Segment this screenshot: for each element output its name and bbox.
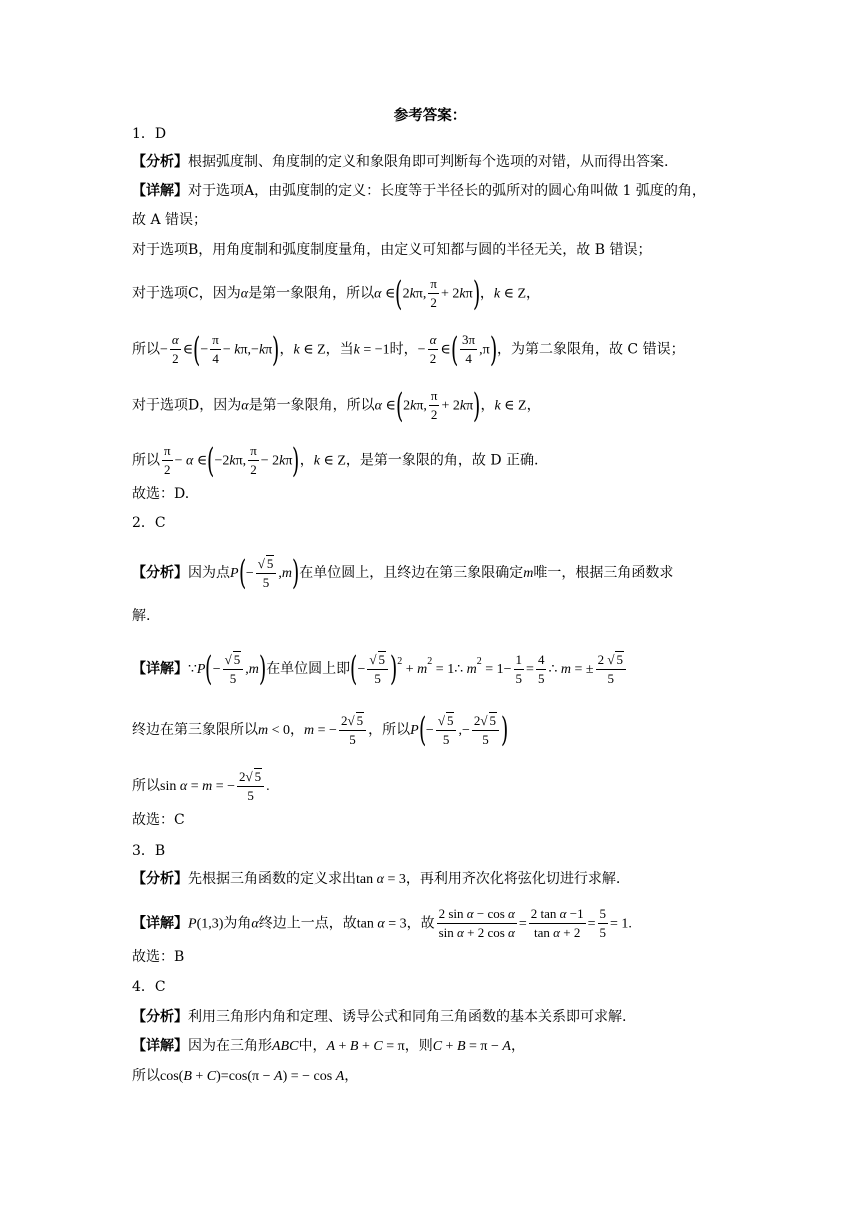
q3-analysis: 【分析】先根据三角函数的定义求出tan α = 3，再利用齐次化将弦化切进行求解.	[132, 871, 621, 887]
q4-detail-line-2: 所以cos(B + C)=cos(π − A) = − cos A，	[132, 1068, 359, 1084]
q3-pick: 故选：B	[132, 949, 185, 965]
q1-detail-line-1: 【详解】对于选项A，由弧度制的定义：长度等于半径长的弧所对的圆心角叫做 1 弧度的角，	[132, 183, 706, 199]
q1-detail-line-3: 对于选项B，用角度制和弧度制度量角，由定义可知都与圆的半径无关，故 B 错误；	[132, 242, 652, 258]
q2-sin-result: 所以sin α = m = − $\frac{2√ 5}{5}$ .	[132, 769, 270, 803]
q2-analysis: 【分析】因为点P(− $\frac{√ 5}{5}$ ,m)在单位圆上，且终边在第三象限确定m唯一，根据三角函数求	[132, 553, 674, 593]
q2-detail: 【详解】∵P(− $\frac{√ 5}{5}$ ,m)在单位圆上即(− $\frac{√ 5}{5}$ )$^2 + m^2$ = 1∴ $m^2 = 1-$ $\frac{1}{5}$ = $\frac{4}{5}$ ∴ m = ± $\frac{2 √ 5}{5}$	[132, 651, 628, 687]
q2-analysis-line-2: 解.	[132, 608, 151, 624]
q1-option-d-result: 所以 $\frac{\pi}{2}$ − α ∈(−2kπ, $\frac{\pi}{2}$ − 2kπ)，k ∈ Z，是第一象限的角，故 D 正确.	[132, 440, 539, 481]
q1-detail-line-2: 故 A 错误；	[132, 212, 208, 228]
q2-third-quadrant: 终边在第三象限所以m < 0，m = − $\frac{2√ 5}{5}$ ，所以P(− $\frac{√ 5}{5}$ ,− $\frac{2√ 5}{5}$ )	[132, 710, 509, 750]
page-title: 参考答案：	[393, 107, 467, 124]
q2-pick: 故选：C	[132, 812, 185, 828]
q3-detail: 【详解】P(1,3)为角α终边上一点，故tan α = 3，故 $\frac{\text{2 sin α − cos α}}{\text{sin α + 2 cos α}}$ = $\frac{\text{2 tan α −1}}{\text{tan α + 2}}$ = $\frac{5}{5}$ = 1.	[132, 906, 632, 940]
q1-analysis: 【分析】根据弧度制、角度制的定义和象限角即可判断每个选项的对错，从而得出答案.	[132, 154, 669, 170]
q4-analysis: 【分析】利用三角形内角和定理、诱导公式和同角三角函数的基本关系即可求解.	[132, 1009, 627, 1025]
q1-answer: 1．D	[132, 126, 167, 142]
q1-option-c-line: 对于选项C，因为α是第一象限角，所以α ∈(2kπ, $\frac{\pi}{2}$ + 2kπ)，k ∈ Z，	[132, 273, 541, 314]
q4-detail: 【详解】因为在三角形ABC中，A + B + C = π，则C + B = π − A，	[132, 1038, 525, 1054]
q1-option-d-line: 对于选项D，因为α是第一象限角，所以α ∈(2kπ, $\frac{\pi}{2}$ + 2kπ)，k ∈ Z，	[132, 385, 541, 426]
q3-answer: 3．B	[132, 843, 166, 859]
q1-option-c-result: 所以− $\frac{\alpha}{2}$ ∈(− $\frac{\pi}{4}$ − kπ,−kπ)，k ∈ Z，当k = −1时，− $\frac{\alpha}{2}$ ∈( $\frac{3\pi}{4}$ ,π)，为第二象限角，故 C 错误；	[132, 329, 685, 370]
q2-answer: 2．C	[132, 515, 166, 531]
q4-answer: 4．C	[132, 979, 166, 995]
q1-pick: 故选：D.	[132, 486, 190, 502]
